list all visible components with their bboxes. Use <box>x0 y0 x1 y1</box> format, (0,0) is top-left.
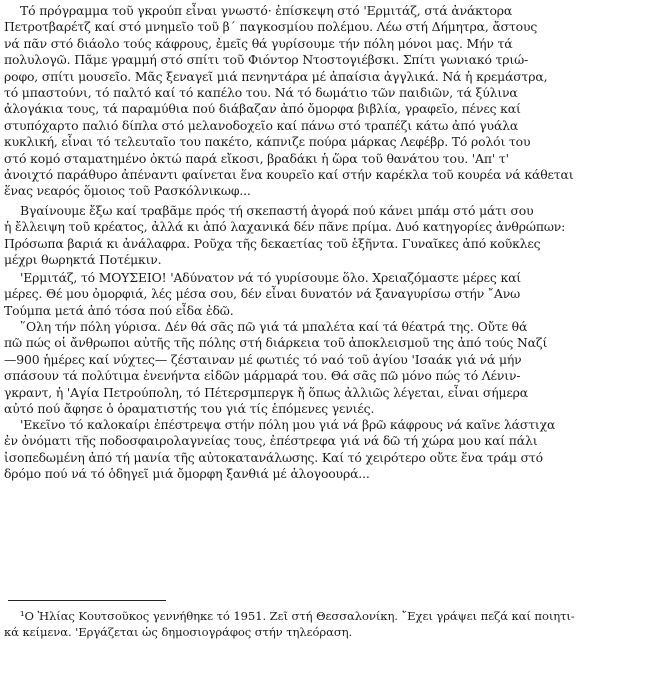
text-line: ἕνας νεαρός ὅμοιος τοῦ Ρασκόλνικωφ... <box>4 183 251 199</box>
text-line: πῶ πώς οἱ ἄνθρωποι αὐτῆς τῆς πόλης στή διάρκεια τοῦ ἀποκλεισμοῦ της ἀπό τούς Ναζί <box>4 335 548 351</box>
text-line: στό κομό σταματημένο ὀκτώ παρά εἴκοσι, βραδάκι ἡ ὥρα τοῦ θανάτου του. 'Απ' τ' <box>4 150 509 166</box>
text-line: σπάσουν τά πολύτιμα ἐνενήντα εἰδῶν μάρμαρά του. Θά σᾶς πῶ μόνο πώς τό Λένιν- <box>4 368 521 384</box>
text-line: Τούμπα μετά ἀπό τόσα πού εἶδα ἐδῶ. <box>4 302 234 318</box>
text-line: 'Ερμιτάζ, τό ΜΟΥΣΕΙΟ! 'Αδύνατον νά τό γυρίσουμε ὅλο. Χρειαζόμαστε μέρες καί <box>20 270 522 285</box>
text-line: κυκλική, εἶναι τό τελευταῖο του πακέτο, κάπνιζε πούρα μάρκας Λεφέβρ. Τό ρολόι του <box>4 134 531 150</box>
text-line: γκραντ, ἡ 'Αγία Πετρούπολη, τό Πέτερσμπεργκ ἤ ὅπως ἀλλιῶς λέγεται, εἶναι σήμερα <box>4 384 528 400</box>
paragraph-5 <box>4 417 658 483</box>
text-line: ἀνοιχτό παράθυρο ἀπέναντι φαίνεται ἕνα κουρεῖο καί στήν καρέκλα τοῦ κουρέα νά κάθεται <box>4 167 574 183</box>
text-line: ἐν ὀνόματι τῆς ποδοσφαιρολαγνείας τους, ἐπέστρεφα γιά νά δῶ τή χώρα μου καί πάλι <box>4 433 538 449</box>
text-line: ἡ ἔλλειψη τοῦ κρέατος, ἀλλά κι ἀπό λαχανικά δέν πᾶνε πρίμα. Δυό κατηγορίες ἀνθρώπων: <box>4 219 566 235</box>
footnote <box>4 608 658 640</box>
text-line: —900 ἡμέρες καί νύχτες— ζέσταιναν μέ φωτιές τό ναό τοῦ ἁγίου 'Ισαάκ γιά νά μήν <box>4 351 522 367</box>
paragraph-4 <box>4 319 658 417</box>
text-line: ροφο, σπίτι μουσεῖο. Μᾶς ξεναγεῖ μιά πενηντάρα μέ ἀπαίσια ἀγγλικά. Νά ἡ κρεμάστρα, <box>4 68 548 84</box>
text-line: μέχρι θωρηκτά Ποτέμκιν. <box>4 252 162 268</box>
paragraph-3 <box>4 270 658 319</box>
text-line: ἀλογάκια τους, τά παραμύθια πού διάβαζαν ἀπό ὄμορφα βιβλία, γραφεῖο, πένες καί <box>4 101 521 117</box>
paragraph-1 <box>4 3 658 200</box>
text-line: Τό πρόγραμμα τοῦ γκρούπ εἶναι γνωστό· ἐπίσκεψη στό 'Ερμιτάζ, στά ἀνάκτορα <box>20 3 513 18</box>
text-line: στυπόχαρτο παλιό δίπλα στό μελανοδοχεῖο καί πάνω στό τραπέζι κάτω ἀπό γυάλα <box>4 117 519 133</box>
text-line: Βγαίνουμε ἔξω καί τραβᾶμε πρός τή σκεπαστή ἀγορά πού κάνει μπάμ στό μάτι σου <box>20 203 534 218</box>
text-line: νά πᾶν στό διάολο τούς κάφρους, ἐμεῖς θά γυρίσουμε τήν πόλη μόνοι μας. Μήν τά <box>4 35 513 51</box>
text-line: ῞Ολη τήν πόλη γύρισα. Δέν θά σᾶς πῶ γιά τά μπαλέτα καί τά θέατρά της. Οὔτε θά <box>20 319 528 334</box>
footnote-line: κά κείμενα. 'Εργάζεται ὡς δημοσιογράφος στήν τηλεόραση. <box>4 625 353 639</box>
text-line: πολυλογῶ. Πᾶμε γραμμή στό σπίτι τοῦ Φιόντορ Ντοστογιέβσκι. Σπίτι γωνιακό τριώ- <box>4 52 529 68</box>
text-line: δρόμο πού νά τό ὁδηγεῖ μιά ὄμορφη ξανθιά μέ ἀλογοουρά... <box>4 466 370 482</box>
footnote-line: ¹Ο Ἠλίας Κουτσοῦκος γεννήθηκε τό 1951. Ζεῖ στή Θεσσαλονίκη. ῎Εχει γράψει πεζά καί ποιητι- <box>20 609 575 623</box>
text-line: Πρόσωπα βαριά κι ἀνάλαφρα. Ροῦχα τῆς δεκαετίας τοῦ ἑξῆντα. Γυναῖκες ἀπό κοῦκλες <box>4 235 541 251</box>
text-line: μέρες. Θέ μου ὀμορφιά, λές μέσα σου, δέν εἶναι δυνατόν νά ξαναγυρίσω στήν ῎Ανω <box>4 286 521 302</box>
text-line: τό μπαστούνι, τό παλτό καί τό καπέλο του. Νά τό δωμάτιο τῶν παιδιῶν, τά ξύλινα <box>4 85 518 101</box>
paragraph-2 <box>4 203 658 269</box>
text-line: ἰσοπεδωμένη ἀπό τή μανία τῆς αὐτοκατανάλωσης. Καί τό χειρότερο οὔτε ἕνα τράμ στό <box>4 449 543 465</box>
text-line: αὐτό πού ἄφησε ὁ ὁραματιστής του γιά τίς ἑπόμενες γενιές. <box>4 401 375 417</box>
text-line: Πετροτβαρέτζ καί στό μνημεῖο τοῦ β΄ παγκοσμίου πολέμου. Λέω στή Δήμητρα, ἄστους <box>4 19 538 35</box>
footnote-divider <box>8 600 166 601</box>
text-line: 'Εκεῖνο τό καλοκαίρι ἐπέστρεψα στήν πόλη μου γιά νά βρῶ κάφρους νά καῖνε λάστιχα <box>20 417 556 432</box>
